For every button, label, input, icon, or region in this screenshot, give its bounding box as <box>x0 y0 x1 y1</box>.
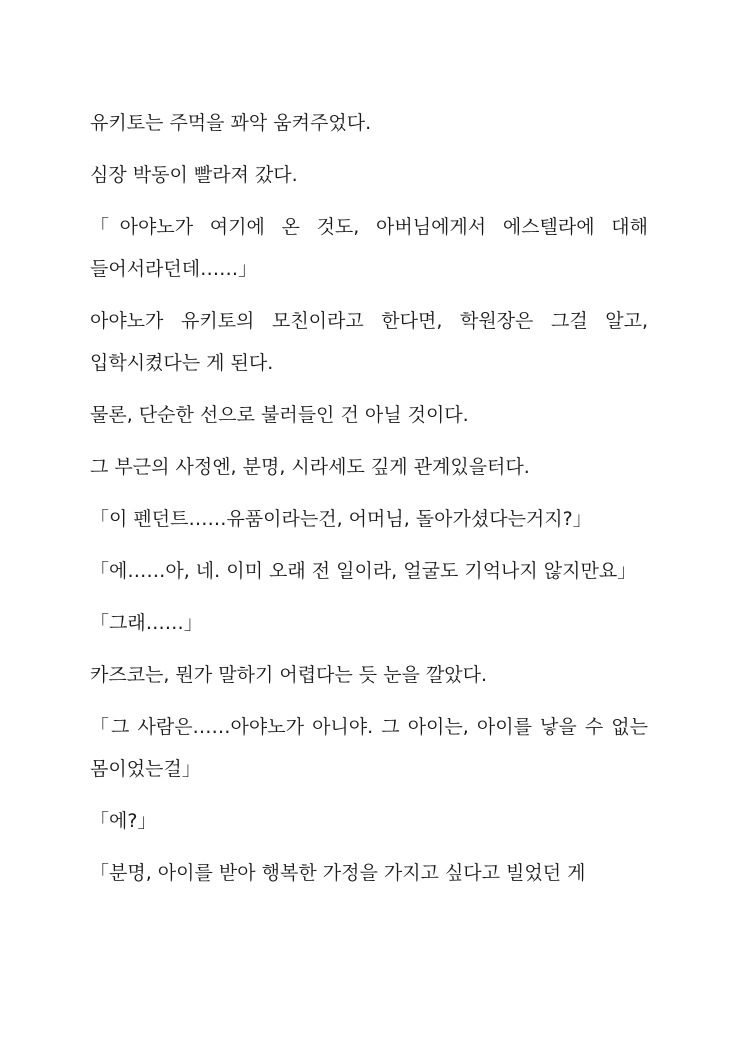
paragraph: 「그 사람은……아야노가 아니야. 그 아이는, 아이를 낳을 수 없는 몸이었는걸」 <box>90 716 648 780</box>
paragraph: 그 부근의 사정엔, 분명, 시라세도 깊게 관계있을터다. <box>90 456 530 478</box>
paragraph: 「분명, 아이를 받아 행복한 가정을 가지고 싶다고 빌었던 게 <box>90 862 586 884</box>
paragraph: 「아야노가 여기에 온 것도, 아버님에게서 에스텔라에 대해 들어서라던데……」 <box>90 216 648 280</box>
paragraph: 「이 펜던트……유품이라는건, 어머님, 돌아가셨다는거지?」 <box>90 508 592 530</box>
paragraph: 물론, 단순한 선으로 불러들인 건 아닐 것이다. <box>90 404 469 426</box>
paragraph: 카즈코는, 뭔가 말하기 어렵다는 듯 눈을 깔았다. <box>90 664 488 686</box>
paragraph: 유키토는 주먹을 꽈악 움켜주었다. <box>90 112 372 134</box>
paragraph: 「에……아, 네. 이미 오래 전 일이라, 얼굴도 기억나지 않지만요」 <box>90 560 637 582</box>
paragraph: 「그래……」 <box>90 612 203 634</box>
paragraph: 「에?」 <box>90 810 157 832</box>
paragraph: 심장 박동이 빨라져 갔다. <box>90 164 298 186</box>
paragraph: 아야노가 유키토의 모친이라고 한다면, 학원장은 그걸 알고, 입학시켰다는 게 된다. <box>90 310 648 374</box>
